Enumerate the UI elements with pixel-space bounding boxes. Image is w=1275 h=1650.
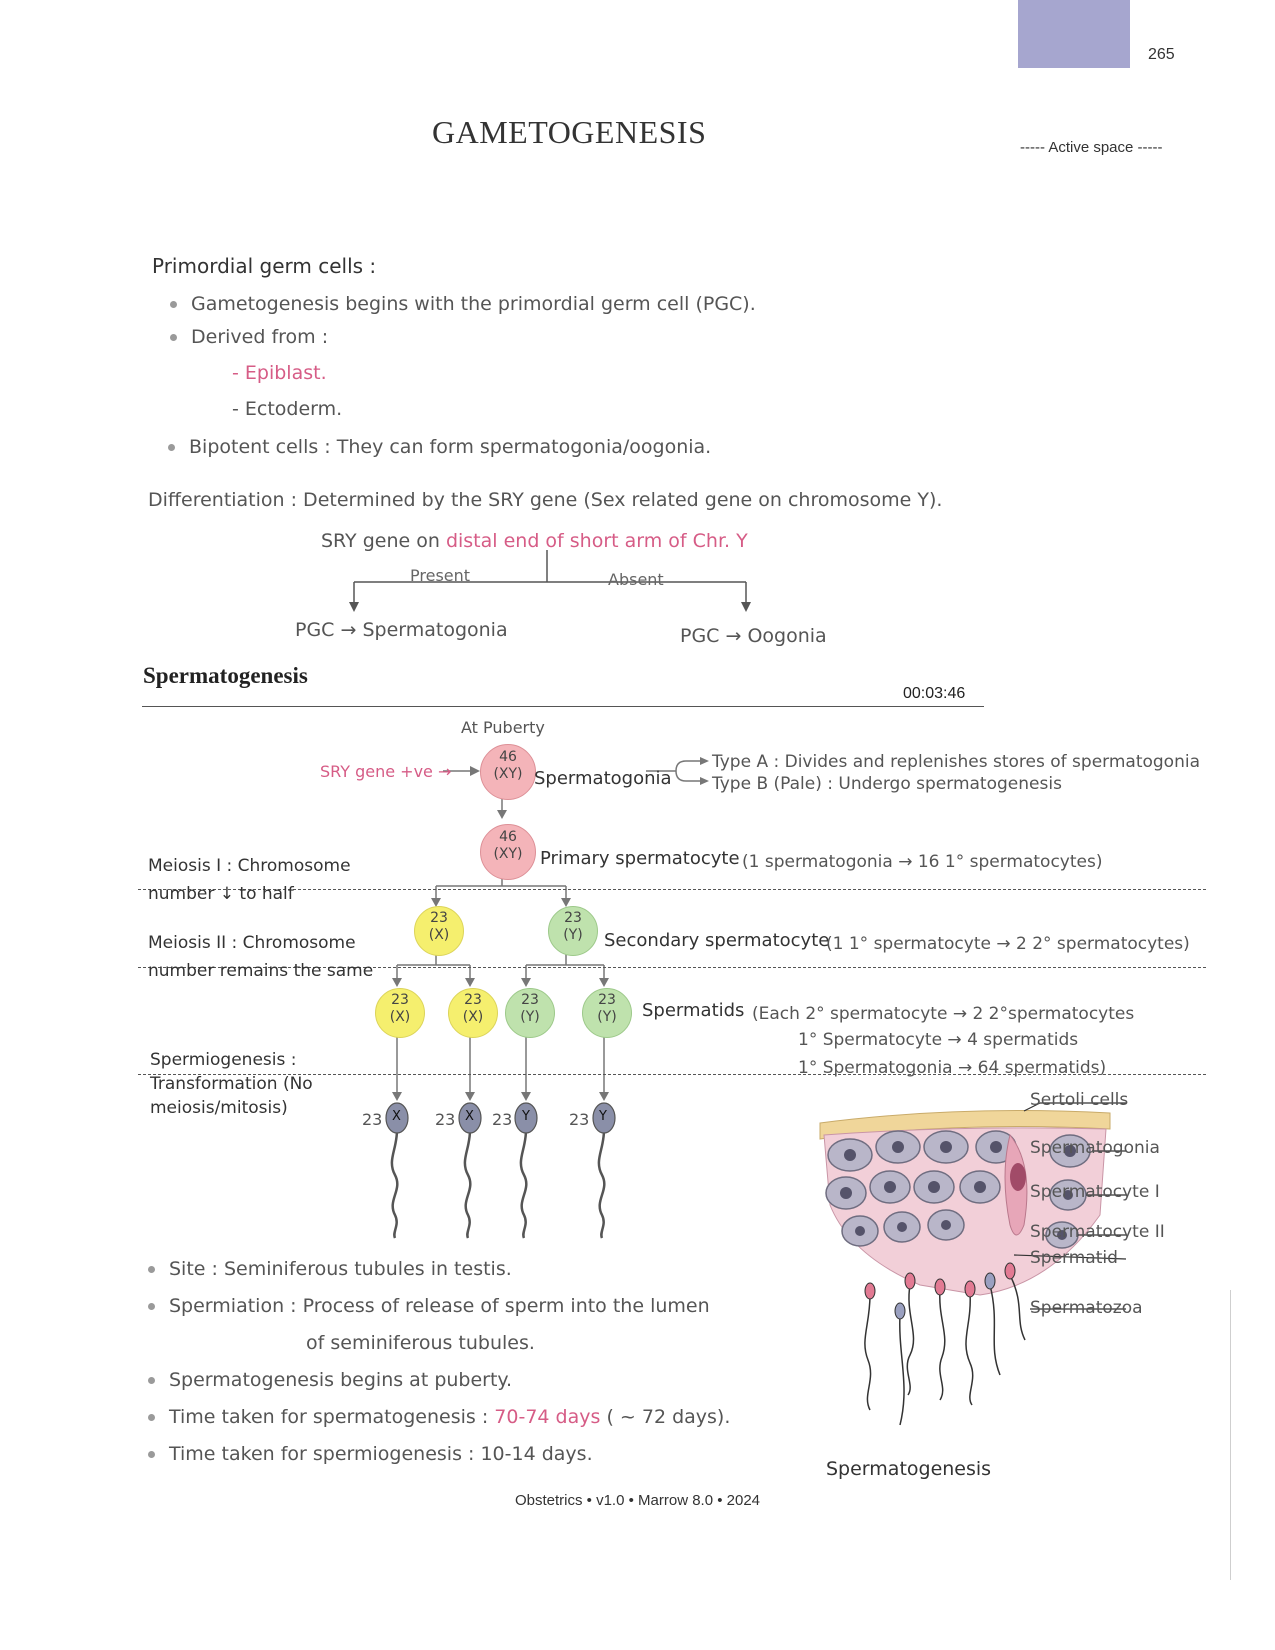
fact-time-spermatogenesis: Time taken for spermatogenesis : 70-74 days ( ~ 72 days).	[148, 1406, 730, 1428]
chromosome-count: 23	[521, 992, 539, 1008]
chromosome-type: (Y)	[520, 1009, 540, 1025]
figure-label-spermatozoa: Spermatozoa	[1030, 1298, 1143, 1318]
sperm-chromosome: X	[392, 1109, 401, 1124]
chromosome-type: (Y)	[597, 1009, 617, 1025]
chromosome-count: 46	[499, 749, 517, 765]
fact-spermiation-cont: of seminiferous tubules.	[306, 1332, 535, 1354]
meiosis-2-label-line1: Meiosis II : Chromosome	[148, 933, 356, 953]
chromosome-count: 23	[430, 910, 448, 926]
chromosome-type: (Y)	[563, 927, 583, 943]
secondary-spermatocyte-x	[414, 906, 464, 956]
bullet-icon	[148, 1377, 155, 1384]
absent-label: Absent	[608, 570, 664, 589]
spermatids-note-1: (Each 2° spermatocyte → 2 2°spermatocytes	[752, 1004, 1135, 1024]
chromosome-type: (XY)	[493, 846, 523, 862]
type-b-note: Type B (Pale) : Undergo spermatogenesis	[712, 774, 1062, 794]
chromosome-count: 23	[564, 910, 582, 926]
meiosis-2-label-line2: number remains the same	[148, 961, 374, 981]
meiosis-1-label-line1: Meiosis I : Chromosome	[148, 856, 351, 876]
pgc-bullet-3: Bipotent cells : They can form spermatogonia/oogonia.	[168, 436, 711, 458]
bullet-icon	[148, 1451, 155, 1458]
chromosome-type: (X)	[389, 1009, 411, 1025]
fact-spermiation: Spermiation : Process of release of sperm into the lumen	[148, 1295, 710, 1317]
sry-positive-label: SRY gene +ve →	[320, 762, 452, 781]
pgc-bullet-1: Gametogenesis begins with the primordial germ cell (PGC).	[170, 293, 756, 315]
figure-label-spermatogonia: Spermatogonia	[1030, 1138, 1160, 1158]
spermiogenesis-label-line3: meiosis/mitosis)	[150, 1098, 288, 1118]
chromosome-count: 23	[391, 992, 409, 1008]
primary-spermatocyte-label: Primary spermatocyte	[540, 848, 740, 869]
spermatogenesis-heading: Spermatogenesis	[143, 663, 308, 688]
secondary-spermatocyte-note: (1 1° spermatocyte → 2 2° spermatocytes)	[826, 934, 1190, 954]
spermatid-cell	[505, 988, 555, 1038]
pgc-sub-ectoderm: - Ectoderm.	[232, 398, 343, 420]
figure-label-spermatocyte-1: Spermatocyte I	[1030, 1182, 1160, 1202]
page-title: GAMETOGENESIS	[432, 114, 707, 150]
present-label: Present	[410, 566, 471, 585]
spermatid-cell	[582, 988, 632, 1038]
chromosome-count: 23	[464, 992, 482, 1008]
spermatid-cell	[448, 988, 498, 1038]
video-timer: 00:03:46	[903, 685, 966, 702]
secondary-spermatocyte-y	[548, 906, 598, 956]
spermatid-cell	[375, 988, 425, 1038]
chromosome-count: 23	[598, 992, 616, 1008]
primary-spermatocyte-note: (1 spermatogonia → 16 1° spermatocytes)	[742, 852, 1103, 872]
sperm-count: 23	[362, 1110, 383, 1129]
spermatids-label: Spermatids	[642, 1000, 745, 1021]
at-puberty-label: At Puberty	[461, 718, 545, 737]
sperm-chromosome: X	[465, 1109, 474, 1124]
meiosis-1-divider	[138, 889, 1206, 890]
pgc-heading: Primordial germ cells :	[152, 254, 377, 278]
page-number: 265	[1148, 46, 1175, 63]
spermiogenesis-label-line2: Transformation (No	[150, 1074, 313, 1094]
scan-edge-line	[1230, 1290, 1231, 1580]
meiosis-1-label-line2: number ↓ to half	[148, 884, 294, 904]
chromosome-type: (X)	[428, 927, 450, 943]
page-footer: Obstetrics • v1.0 • Marrow 8.0 • 2024	[514, 1492, 761, 1509]
secondary-spermatocyte-label: Secondary spermatocyte	[604, 930, 830, 951]
chromosome-type: (XY)	[493, 766, 523, 782]
bullet-icon	[148, 1303, 155, 1310]
sperm-count: 23	[492, 1110, 513, 1129]
result-oogonia: PGC → Oogonia	[680, 625, 827, 647]
figure-label-sertoli: Sertoli cells	[1030, 1090, 1129, 1110]
fact-site: Site : Seminiferous tubules in testis.	[148, 1258, 512, 1280]
spermatids-note-2: 1° Spermatocyte → 4 spermatids	[798, 1030, 1079, 1050]
pgc-sub-epiblast: - Epiblast.	[232, 362, 327, 384]
active-space-label: ----- Active space -----	[1020, 139, 1163, 156]
type-a-note: Type A : Divides and replenishes stores of spermatogonia	[712, 752, 1201, 772]
spermatogonia-cell	[480, 744, 536, 800]
sry-location: SRY gene on distal end of short arm of Chr. Y	[321, 530, 748, 552]
sperm-count: 23	[569, 1110, 590, 1129]
figure-label-spermatocyte-2: Spermatocyte II	[1030, 1222, 1165, 1242]
sperm-chromosome: Y	[522, 1109, 530, 1124]
pgc-bullet-2: Derived from :	[170, 326, 328, 348]
primary-spermatocyte-cell	[480, 824, 536, 880]
differentiation-text: Differentiation : Determined by the SRY gene (Sex related gene on chromosome Y).	[148, 489, 943, 511]
figure-label-spermatid: Spermatid	[1030, 1248, 1118, 1268]
fact-time-spermiogenesis: Time taken for spermiogenesis : 10-14 days.	[148, 1443, 593, 1465]
spermiogenesis-label-line1: Spermiogenesis :	[150, 1050, 297, 1070]
bullet-icon	[148, 1414, 155, 1421]
sperm-chromosome: Y	[599, 1109, 607, 1124]
result-spermatogonia: PGC → Spermatogonia	[295, 619, 508, 641]
figure-caption: Spermatogenesis	[826, 1458, 992, 1480]
chromosome-count: 46	[499, 829, 517, 845]
fact-begins: Spermatogenesis begins at puberty.	[148, 1369, 512, 1391]
spermatids-note-3: 1° Spermatogonia → 64 spermatids)	[798, 1058, 1107, 1078]
sperm-count: 23	[435, 1110, 456, 1129]
spermatogonia-label: Spermatogonia	[534, 768, 672, 789]
bullet-icon	[148, 1266, 155, 1273]
chromosome-type: (X)	[462, 1009, 484, 1025]
